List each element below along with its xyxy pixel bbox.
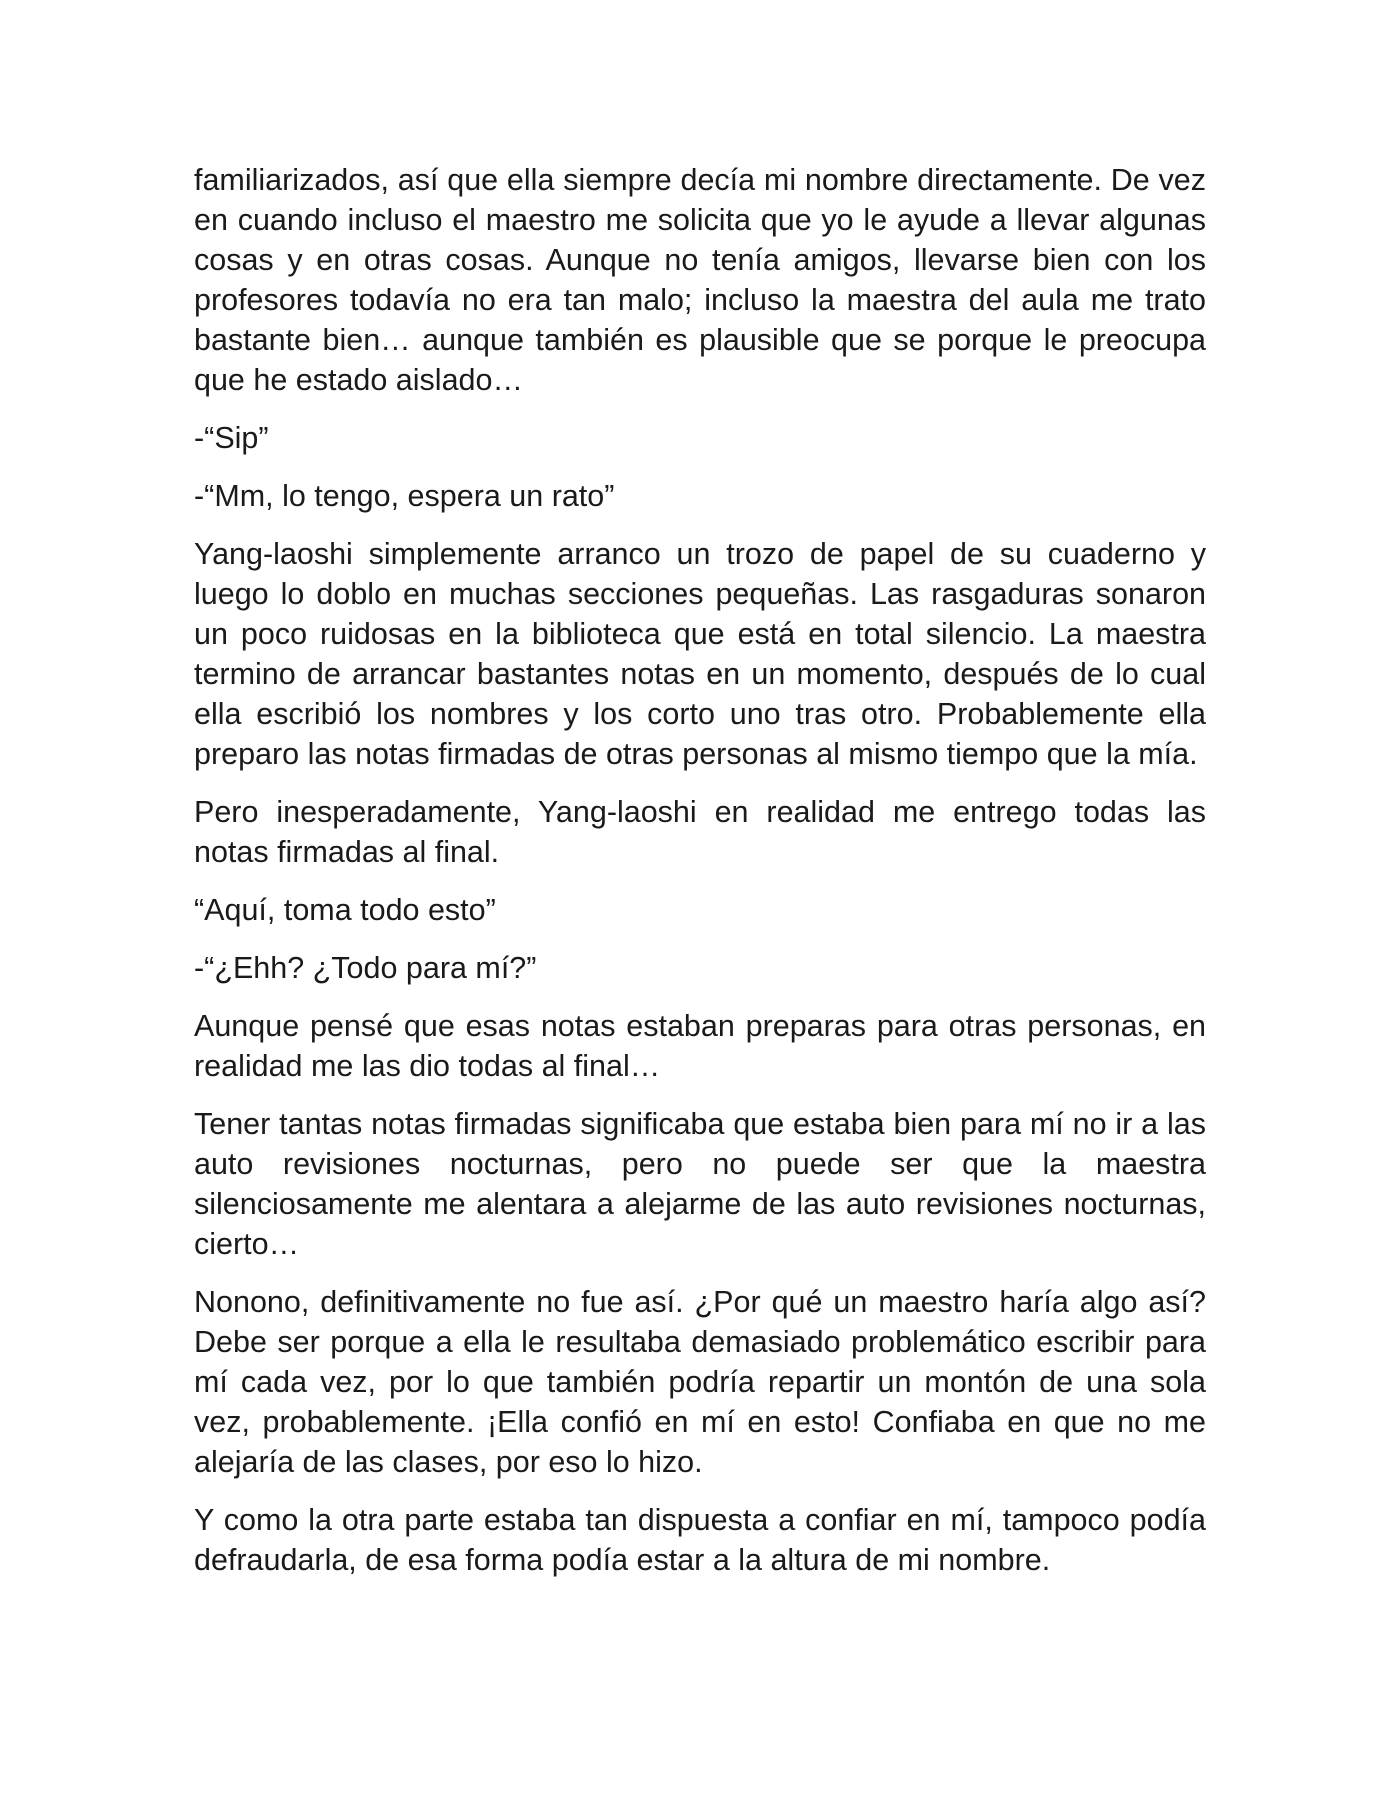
paragraph: Y como la otra parte estaba tan dispuesta a confiar en mí, tampoco podía defraudarla, de esa forma podía estar a la altura de mi nombre. — [194, 1503, 1206, 1577]
dialogue-line: “Aquí, toma todo esto” — [194, 893, 496, 927]
paragraph: Aunque pensé que esas notas estaban preparas para otras personas, en realidad me las dio todas al final… — [194, 1009, 1206, 1083]
document-page — [194, 160, 1206, 1598]
paragraph: Tener tantas notas firmadas significaba que estaba bien para mí no ir a las auto revisiones nocturnas, pero no puede ser que la maestra silenciosamente me alentara a alejarme de las auto revisiones nocturnas, cierto… — [194, 1107, 1206, 1261]
paragraph: Yang-laoshi simplemente arranco un trozo de papel de su cuaderno y luego lo doblo en muchas secciones pequeñas. Las rasgaduras sonaron un poco ruidosas en la biblioteca que está en total silencio. La maestra termino de arrancar bastantes notas en un momento, después de lo cual ella escribió los nombres y los corto uno tras otro. Probablemente ella preparo las notas firmadas de otras personas al mismo tiempo que la mía. — [194, 537, 1206, 771]
dialogue-line: -“Sip” — [194, 421, 269, 455]
paragraph: Nonono, definitivamente no fue así. ¿Por qué un maestro haría algo así? Debe ser porque a ella le resultaba demasiado problemático escribir para mí cada vez, por lo que también podría repartir un montón de una sola vez, probablemente. ¡Ella confió en mí en esto! Confiaba en que no me alejaría de las clases, por eso lo hizo. — [194, 1285, 1206, 1479]
dialogue-line: -“Mm, lo tengo, espera un rato” — [194, 479, 615, 513]
paragraph: familiarizados, así que ella siempre decía mi nombre directamente. De vez en cuando incluso el maestro me solicita que yo le ayude a llevar algunas cosas y en otras cosas. Aunque no tenía amigos, llevarse bien con los profesores todavía no era tan malo; incluso la maestra del aula me trato bastante bien… aunque también es plausible que se porque le preocupa que he estado aislado… — [194, 163, 1206, 397]
dialogue-line: -“¿Ehh? ¿Todo para mí?” — [194, 951, 537, 985]
paragraph: Pero inesperadamente, Yang-laoshi en realidad me entrego todas las notas firmadas al final. — [194, 795, 1206, 869]
